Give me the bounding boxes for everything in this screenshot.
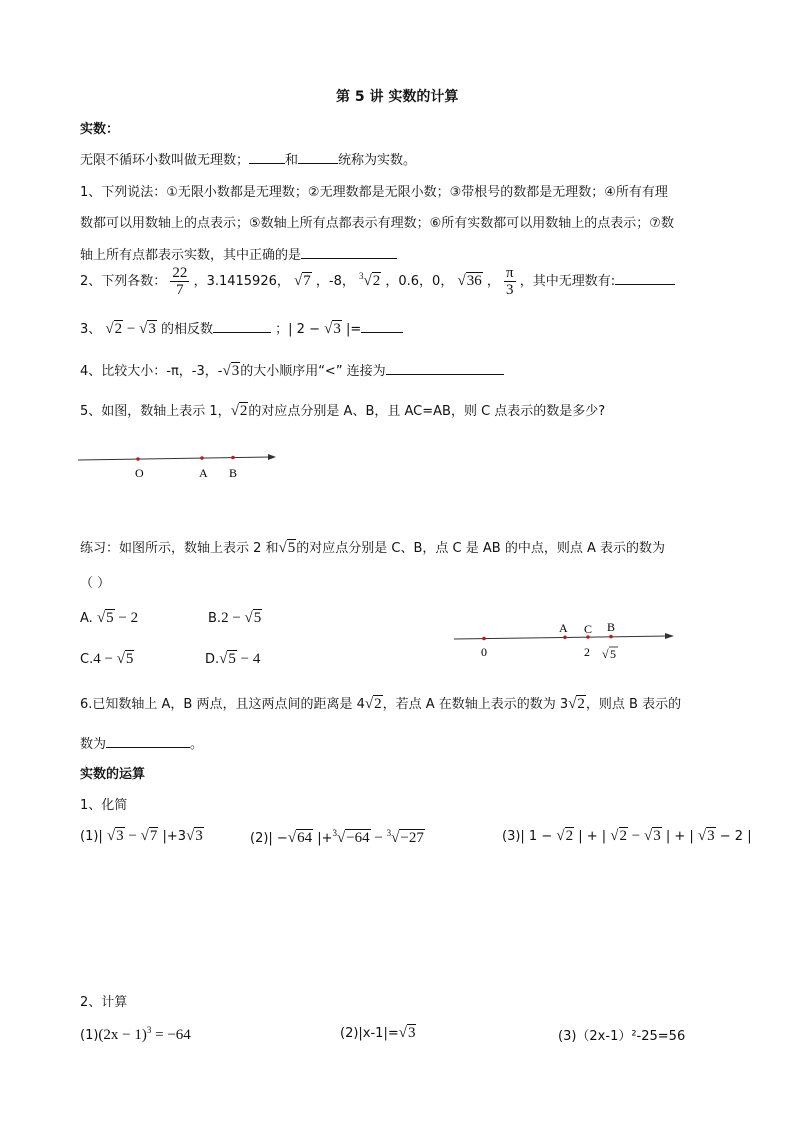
- expr-math: √2 − √3: [610, 828, 661, 844]
- option-label: B.: [208, 611, 222, 626]
- radicand: 3: [231, 363, 240, 379]
- q1-line-2: 数都可以用数轴上的点表示；⑤数轴上所有点都表示有理数；⑥所有实数都可以用数轴上的点表示；⑦数: [80, 216, 674, 231]
- fraction-pi-3: [504, 265, 516, 298]
- q2-line: [80, 265, 675, 298]
- expr-part: (1)|: [80, 829, 107, 844]
- expr-head: 2 −: [221, 610, 245, 626]
- q5-prefix: 5、如图，数轴上表示 1，: [80, 404, 231, 419]
- radicand: 7: [149, 828, 158, 844]
- radicand: 3: [707, 828, 715, 844]
- definition-text-a: 无限不循环小数叫做无理数；: [80, 153, 250, 168]
- label-2: 2: [584, 645, 590, 659]
- practice-text-a: 练习：如图所示，数轴上表示 2 和: [80, 541, 279, 556]
- frac-denominator: 3: [506, 282, 514, 298]
- radicand: 64: [297, 830, 313, 846]
- option-a: [80, 610, 138, 627]
- q5-line: [80, 400, 605, 420]
- expr-tail: − 2: [114, 610, 139, 626]
- expr-math: √3 − √7: [106, 828, 158, 844]
- expr-part: (2x − 1): [98, 1027, 147, 1043]
- expr-head: 4 −: [93, 651, 117, 667]
- expr-math: √3: [186, 828, 203, 844]
- q2-text-4: ，: [486, 274, 500, 289]
- practice-number-line: [450, 618, 680, 666]
- q3-mid-text: 的相反数: [161, 322, 214, 337]
- expr-math: [98, 1027, 190, 1043]
- expr-part: − 2 |: [715, 829, 752, 844]
- expr-part: | + |: [574, 829, 611, 844]
- minus-sign: −: [123, 321, 140, 337]
- expr-part: −: [370, 830, 387, 846]
- blank-1: [249, 151, 285, 164]
- axis-arrow-icon: [665, 633, 674, 639]
- sqrt-expr: √3: [222, 363, 240, 379]
- axis-line: [454, 636, 668, 639]
- expr-part: |+3: [158, 829, 187, 844]
- option-label: A.: [80, 611, 93, 626]
- label-sqrt5-symbol: √: [602, 647, 609, 661]
- q1-line-1: 1、下列说法：①无限小数都是无理数；②无理数都是无限小数；③带根号的数都是无理数；④所有有理: [80, 185, 668, 200]
- problem-calc-3: (3)（2x-1）²-25=56: [558, 1029, 686, 1044]
- q1-line-3: [80, 244, 397, 263]
- q4-prefix: 4、比较大小：-π，-3，-: [80, 364, 223, 379]
- frac-denominator: 7: [176, 282, 184, 298]
- root-index: 3: [359, 271, 364, 281]
- option-label: C.: [80, 652, 94, 667]
- q4-line: [80, 360, 504, 380]
- q6-text-c: ，则点 B 表示的: [585, 697, 682, 712]
- sqrt-expr: √2: [230, 403, 248, 419]
- q2-text-3: ，0.6，0，: [385, 274, 454, 289]
- radicand: 5: [287, 540, 296, 556]
- root-index: 3: [386, 828, 392, 838]
- radicand: 2: [619, 828, 628, 844]
- expr-part: (3)| 1 −: [502, 829, 557, 844]
- label-sqrt5-radicand: 5: [610, 647, 616, 661]
- option-expr: √5 − 2: [96, 610, 139, 626]
- q3-abs-suffix: |=: [341, 322, 362, 337]
- q3-blank-2: [361, 320, 403, 333]
- page-title: 第 5 讲 实数的计算: [336, 89, 459, 105]
- frac-numerator: π: [506, 265, 514, 281]
- expr-part: (1): [80, 1028, 99, 1043]
- q5-number-line: [76, 448, 286, 484]
- radicand: −64: [346, 830, 370, 846]
- problem-simplify-1: [80, 828, 204, 845]
- radicand: 2: [239, 403, 248, 419]
- point-0: [482, 637, 486, 641]
- expr-tail: − 4: [236, 651, 261, 667]
- q6-text-e: 。: [190, 737, 204, 752]
- radicand: 5: [125, 651, 134, 667]
- definition-line: [80, 149, 416, 168]
- q6-answer-blank: [106, 735, 190, 748]
- point-a: [563, 636, 567, 640]
- point-o: [136, 457, 140, 461]
- point-b: [231, 456, 235, 460]
- expr-math: √64: [287, 830, 313, 846]
- exponent: 3: [146, 1025, 152, 1035]
- expr-part: (2)|x-1|=: [340, 1026, 399, 1041]
- radicand: 2: [374, 696, 382, 712]
- sqrt-expr: √7: [294, 273, 311, 289]
- option-expr: 2 − √5: [221, 610, 262, 626]
- axis-arrow-icon: [268, 454, 276, 460]
- sqrt-expr: √2: [364, 696, 382, 712]
- point-a: [200, 456, 204, 460]
- option-d: [205, 651, 260, 668]
- point-b: [609, 635, 613, 639]
- radicand: 3: [333, 321, 341, 337]
- radicand: 3: [195, 828, 203, 844]
- q1-answer-blank: [301, 246, 397, 259]
- option-expr: 4 − √5: [93, 651, 134, 667]
- option-expr: √5 − 4: [219, 651, 261, 667]
- radicand: 3: [653, 828, 661, 844]
- q4-suffix: 的大小顺序用“<” 连接为: [240, 364, 386, 379]
- practice-answer-paren: （ ）: [80, 576, 111, 591]
- problem-calc-1: [80, 1025, 191, 1044]
- root-index: 3: [332, 828, 337, 838]
- label-o: O: [135, 466, 144, 480]
- expr-part: = −64: [151, 1027, 191, 1043]
- label-0: 0: [481, 645, 487, 659]
- expr-math: √2: [556, 828, 574, 844]
- radicand: 3: [407, 1025, 416, 1041]
- q2-text-2: ，-8，: [315, 274, 355, 289]
- label-a: A: [559, 621, 568, 635]
- q3-line: [80, 318, 403, 338]
- radicand: 2: [372, 273, 381, 289]
- problem-simplify-2: [250, 828, 425, 847]
- radicand: 5: [253, 610, 262, 626]
- practice-line-1: [80, 537, 665, 557]
- expr-part: | + |: [661, 829, 698, 844]
- expr-part: −: [124, 828, 141, 844]
- sqrt-expr: √36: [457, 273, 482, 289]
- expr-part: −: [628, 828, 644, 844]
- label-b: B: [229, 466, 238, 480]
- subheading-calculate: 2、计算: [80, 995, 128, 1010]
- section-heading-real-numbers: 实数：: [80, 122, 120, 137]
- q2-text-1: ，3.1415926，: [193, 274, 290, 289]
- sqrt-expr: √2 − √3: [105, 321, 156, 337]
- axis-line: [78, 457, 272, 460]
- sqrt-expr: √5: [278, 540, 296, 556]
- expr-math: √3: [398, 1025, 416, 1041]
- subheading-simplify: 1、化简: [80, 798, 128, 813]
- radicand: 3: [116, 828, 124, 844]
- radicand: 2: [577, 696, 585, 712]
- definition-text-c: 统称为实数。: [338, 153, 417, 168]
- label-c: C: [584, 622, 593, 636]
- expr-math: $^3$√−64 − $^3$√−27: [332, 828, 424, 846]
- radicand: −27: [400, 830, 424, 846]
- radicand: 5: [228, 651, 236, 667]
- sqrt-expr: √3: [324, 321, 341, 337]
- frac-numerator: 22: [172, 265, 188, 281]
- expr-part: (2)| −: [250, 831, 288, 846]
- label-a: A: [199, 466, 208, 480]
- expr-math: √3: [697, 828, 715, 844]
- radicand: 7: [303, 273, 311, 289]
- label-b: B: [607, 620, 616, 634]
- q3-abs-prefix: ；| 2 −: [275, 322, 325, 337]
- problem-simplify-3: [502, 828, 752, 845]
- q2-suffix: ，其中无理数有:: [519, 274, 616, 289]
- q1-line-3-text: 轴上所有点都表示实数，其中正确的是: [80, 248, 302, 263]
- q3-prefix: 3、: [80, 322, 102, 337]
- problem-calc-2: [340, 1025, 416, 1042]
- q6-line-1: [80, 693, 681, 713]
- practice-text-b: 的对应点分别是 C、B，点 C 是 AB 的中点，则点 A 表示的数为: [296, 541, 665, 556]
- q2-answer-blank: [615, 272, 675, 285]
- radicand: 2: [114, 321, 123, 337]
- q3-blank-1: [213, 320, 271, 333]
- blank-2: [298, 151, 338, 164]
- radicand: 36: [466, 273, 482, 289]
- q4-answer-blank: [386, 362, 504, 375]
- definition-text-b: 和: [285, 153, 299, 168]
- sqrt-expr: √2: [568, 696, 585, 712]
- option-c: [80, 651, 134, 668]
- radicand: 3: [148, 321, 156, 337]
- option-b: [208, 610, 262, 627]
- section-heading-operations: 实数的运算: [80, 767, 146, 782]
- fraction-22-7: [170, 265, 189, 298]
- cube-root-expr: $^3$√2: [359, 271, 381, 289]
- q6-line-2: [80, 733, 203, 752]
- option-label: D.: [205, 652, 220, 667]
- expr-part: |+: [313, 831, 333, 846]
- radicand: 2: [565, 828, 574, 844]
- q6-text-a: 6.已知数轴上 A，B 两点，且这两点间的距离是 4: [80, 697, 365, 712]
- q5-suffix: 的对应点分别是 A、B，且 AC=AB，则 C 点表示的数是多少?: [248, 404, 606, 419]
- q6-text-b: ，若点 A 在数轴上表示的数为 3: [382, 697, 569, 712]
- q2-prefix: 2、下列各数：: [80, 274, 167, 289]
- radicand: 5: [106, 610, 114, 626]
- q6-text-d: 数为: [80, 737, 107, 752]
